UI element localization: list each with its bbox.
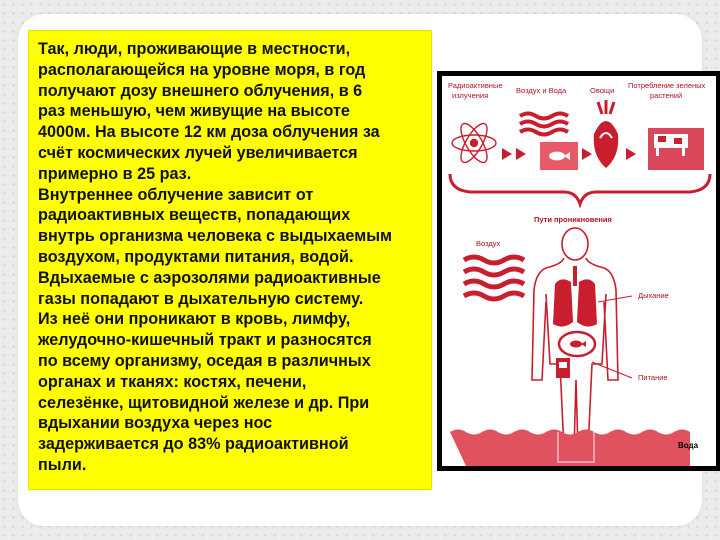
atom-icon bbox=[452, 120, 496, 166]
label-breathing: Дыхание bbox=[638, 291, 669, 300]
stomach-fish-icon bbox=[556, 332, 595, 378]
radiation-pathways-figure bbox=[437, 71, 720, 471]
pathways-bracket bbox=[450, 174, 710, 204]
inhaled-air-icon bbox=[464, 257, 524, 299]
water-icon bbox=[450, 430, 690, 467]
lungs-icon bbox=[553, 266, 597, 327]
text-box bbox=[28, 30, 432, 490]
slide-paragraph: Так, люди, проживающие в местности, располагающейся на уровне моря, в год получают дозу внешнего облучения, в 6 раз меньшую, чем живущие на высоте 4000м. На высоте 12 км доза облучения за счёт космических лучей увеличивается примерно в 25 раз. Внутреннее облучение зависит от радиоактивных веществ, попадающих внутрь организма человека с выдыхаемым воздухом, продуктами питания, водой. Вдыхаемые с аэрозолями радиоактивные газы попадают в дыхательную систему. Из неё они проникают в кровь, лимфу, желудочно-кишечный тракт и разносятся по всему организму, оседая в различных органах и тканях: костях, печени, селезёнке, щитовидной железе и др. При вдыхании воздуха через нос задерживается до 83% радиоактивной пыли. bbox=[38, 40, 392, 474]
beet-icon bbox=[582, 100, 618, 168]
label-water: Вода bbox=[678, 441, 699, 450]
human-body-outline bbox=[532, 228, 618, 450]
label-air-water: Воздух и Вода bbox=[516, 86, 567, 95]
water-fish-icon bbox=[516, 142, 578, 170]
air-waves-icon bbox=[520, 114, 568, 135]
label-vegetables: Овощи bbox=[590, 86, 615, 95]
pointer-lines bbox=[592, 296, 632, 378]
label-plants-line2: растений bbox=[650, 91, 683, 100]
label-radiation-line1: Радиоактивные bbox=[448, 81, 503, 90]
label-plants bbox=[628, 81, 707, 100]
label-radiation bbox=[448, 81, 505, 100]
label-air: Воздух bbox=[476, 239, 501, 248]
label-pathways: Пути проникновения bbox=[534, 215, 612, 224]
label-food: Питание bbox=[638, 373, 668, 382]
label-radiation-line2: излучения bbox=[452, 91, 489, 100]
label-plants-line1: Потребление зеленых bbox=[628, 81, 706, 90]
